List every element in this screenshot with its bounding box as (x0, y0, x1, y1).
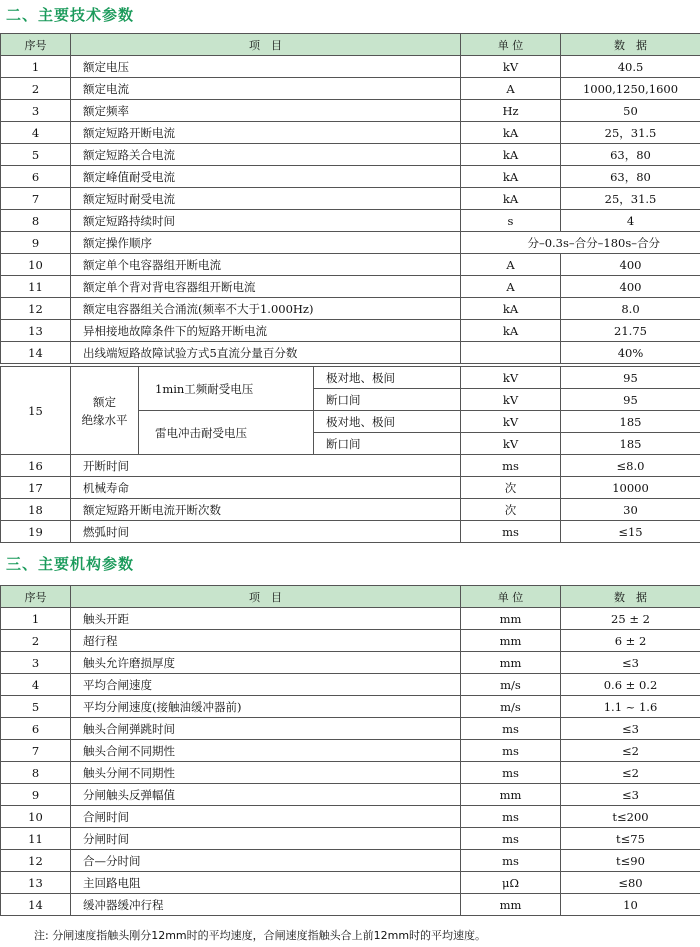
row-value: 63，80 (561, 166, 700, 188)
row-item: 触头合闸弹跳时间 (71, 718, 461, 740)
row-value: ≤3 (561, 784, 700, 806)
row-unit: kV (461, 56, 561, 78)
row-value: ≤80 (561, 872, 700, 894)
row-no: 7 (1, 188, 71, 210)
row-value: 95 (561, 367, 700, 389)
row-unit: kA (461, 298, 561, 320)
row-value: 63，80 (561, 144, 700, 166)
table-row (1, 894, 700, 916)
row-value: ≤2 (561, 762, 700, 784)
row-value: 0.6 ± 0.2 (561, 674, 700, 696)
row-unit: kV (461, 389, 561, 411)
row-unit: μΩ (461, 872, 561, 894)
table-row (1, 674, 700, 696)
row-unit: ms (461, 762, 561, 784)
row-unit: m/s (461, 674, 561, 696)
row-no: 4 (1, 122, 71, 144)
row-unit: ms (461, 828, 561, 850)
row-item: 额定短路关合电流 (71, 144, 461, 166)
row-item: 触头合闸不同期性 (71, 740, 461, 762)
row-value: 6 ± 2 (561, 630, 700, 652)
tech-params-table-tail (0, 454, 700, 543)
row-item: 缓冲器缓冲行程 (71, 894, 461, 916)
row-unit: kA (461, 144, 561, 166)
row-no: 18 (1, 499, 71, 521)
row-value: t≤200 (561, 806, 700, 828)
section2-title: 三、主要机构参数 (6, 555, 135, 573)
row-item: 额定电压 (71, 56, 461, 78)
row-item: 主回路电阻 (71, 872, 461, 894)
row-item: 出线端短路故障试验方式5直流分量百分数 (71, 342, 461, 364)
row-no: 2 (1, 78, 71, 100)
table-row (1, 718, 700, 740)
header-item: 项 目 (71, 34, 461, 56)
table-row (1, 477, 700, 499)
section1-title: 二、主要技术参数 (6, 6, 135, 24)
table-row (1, 367, 700, 389)
row-value: 30 (561, 499, 700, 521)
row-value: 95 (561, 389, 700, 411)
header-no: 序号 (1, 586, 71, 608)
insulation-point: 断口间 (314, 389, 461, 411)
row-item: 额定单个背对背电容器组开断电流 (71, 276, 461, 298)
row-no: 4 (1, 674, 71, 696)
row-value: 25，31.5 (561, 122, 700, 144)
table-row (1, 56, 700, 78)
table-row (1, 521, 700, 543)
table-row (1, 100, 700, 122)
row-item: 额定短时耐受电流 (71, 188, 461, 210)
table-row (1, 254, 700, 276)
table-row (1, 144, 700, 166)
row-unit: mm (461, 608, 561, 630)
row-no: 3 (1, 100, 71, 122)
row-item: 平均分闸速度(接触油缓冲器前) (71, 696, 461, 718)
row-unit: mm (461, 652, 561, 674)
lightning-label: 雷电冲击耐受电压 (139, 411, 314, 455)
table-row (1, 166, 700, 188)
row-item: 额定单个电容器组开断电流 (71, 254, 461, 276)
row-unit: mm (461, 894, 561, 916)
row-unit: mm (461, 630, 561, 652)
table-row (1, 608, 700, 630)
insulation-point: 极对地、极间 (314, 367, 461, 389)
row-value: t≤75 (561, 828, 700, 850)
table-row (1, 232, 700, 254)
row-item: 平均合闸速度 (71, 674, 461, 696)
tech-params-table (0, 33, 700, 364)
row-unit: kA (461, 122, 561, 144)
header-no: 序号 (1, 34, 71, 56)
row-unit: mm (461, 784, 561, 806)
row-value: 25 ± 2 (561, 608, 700, 630)
row-unit: ms (461, 740, 561, 762)
table-header-row (1, 586, 700, 608)
table-header-row (1, 34, 700, 56)
row-value: 185 (561, 411, 700, 433)
row-unit: A (461, 276, 561, 298)
row-no: 9 (1, 232, 71, 254)
row-item: 触头允许磨损厚度 (71, 652, 461, 674)
row-no: 5 (1, 696, 71, 718)
row-value: 185 (561, 433, 700, 455)
table-row (1, 850, 700, 872)
row-no: 5 (1, 144, 71, 166)
row-value: 8.0 (561, 298, 700, 320)
row-value: 分–0.3s–合分–180s–合分 (461, 232, 700, 254)
row-value: 25，31.5 (561, 188, 700, 210)
row-unit: m/s (461, 696, 561, 718)
row-value: ≤2 (561, 740, 700, 762)
row-unit: kA (461, 166, 561, 188)
row-unit: Hz (461, 100, 561, 122)
row-value: ≤3 (561, 652, 700, 674)
row-unit: ms (461, 850, 561, 872)
row-no: 14 (1, 894, 71, 916)
mechanism-params-table (0, 585, 700, 916)
row-no: 17 (1, 477, 71, 499)
table-row (1, 784, 700, 806)
table-row (1, 210, 700, 232)
row-value: 400 (561, 276, 700, 298)
row-unit: A (461, 254, 561, 276)
row-item: 燃弧时间 (71, 521, 461, 543)
row-item: 超行程 (71, 630, 461, 652)
row-item: 合闸时间 (71, 806, 461, 828)
header-value: 数 据 (561, 34, 700, 56)
row-unit: kA (461, 188, 561, 210)
row-value: 21.75 (561, 320, 700, 342)
row-unit: ms (461, 455, 561, 477)
row-value: ≤3 (561, 718, 700, 740)
header-unit: 单 位 (461, 34, 561, 56)
insulation-level-block (0, 366, 700, 455)
header-value: 数 据 (561, 586, 700, 608)
header-item: 项 目 (71, 586, 461, 608)
row-value: 1000,1250,1600 (561, 78, 700, 100)
row-no: 13 (1, 320, 71, 342)
row-unit: s (461, 210, 561, 232)
row-no: 1 (1, 56, 71, 78)
row-unit: ms (461, 521, 561, 543)
table-row (1, 499, 700, 521)
row-unit: kV (461, 411, 561, 433)
row-item: 机械寿命 (71, 477, 461, 499)
row-item: 额定短路持续时间 (71, 210, 461, 232)
row-unit: ms (461, 718, 561, 740)
table-row (1, 652, 700, 674)
table-row (1, 828, 700, 850)
row-unit: kV (461, 433, 561, 455)
row-no: 10 (1, 254, 71, 276)
row-item: 开断时间 (71, 455, 461, 477)
power-freq-label: 1min工频耐受电压 (139, 367, 314, 411)
row-item: 分闸触头反弹幅值 (71, 784, 461, 806)
row-no: 11 (1, 828, 71, 850)
table-row (1, 122, 700, 144)
table-row (1, 762, 700, 784)
row-value: 50 (561, 100, 700, 122)
insulation-group-label: 额定 绝缘水平 (71, 367, 139, 455)
row-unit: A (461, 78, 561, 100)
table-row (1, 276, 700, 298)
header-unit: 单 位 (461, 586, 561, 608)
table-row (1, 320, 700, 342)
row-unit: ms (461, 806, 561, 828)
row-no: 10 (1, 806, 71, 828)
row-no: 13 (1, 872, 71, 894)
row-no: 9 (1, 784, 71, 806)
row-unit-empty (461, 342, 561, 364)
table-row (1, 740, 700, 762)
row-item: 额定短路开断电流 (71, 122, 461, 144)
row-item: 额定峰值耐受电流 (71, 166, 461, 188)
table-row (1, 342, 700, 364)
table-row (1, 696, 700, 718)
table-row (1, 78, 700, 100)
table-row (1, 298, 700, 320)
row-value: 4 (561, 210, 700, 232)
row-no: 2 (1, 630, 71, 652)
row-item: 额定电容器组关合涌流(频率不大于1.000Hz) (71, 298, 461, 320)
insulation-point: 断口间 (314, 433, 461, 455)
row-item: 触头分闸不同期性 (71, 762, 461, 784)
row-no: 19 (1, 521, 71, 543)
row-item: 额定操作顺序 (71, 232, 461, 254)
row-value: ≤15 (561, 521, 700, 543)
row-unit: kV (461, 367, 561, 389)
row-no: 6 (1, 718, 71, 740)
row-item: 额定短路开断电流开断次数 (71, 499, 461, 521)
insulation-point: 极对地、极间 (314, 411, 461, 433)
row-item: 额定电流 (71, 78, 461, 100)
row-no: 8 (1, 762, 71, 784)
table-row (1, 806, 700, 828)
row-item: 触头开距 (71, 608, 461, 630)
table-row (1, 188, 700, 210)
row-no: 15 (1, 367, 71, 455)
row-value: 40% (561, 342, 700, 364)
row-value: 400 (561, 254, 700, 276)
row-no: 12 (1, 850, 71, 872)
row-value: 40.5 (561, 56, 700, 78)
table-row (1, 872, 700, 894)
row-no: 8 (1, 210, 71, 232)
row-no: 14 (1, 342, 71, 364)
row-no: 16 (1, 455, 71, 477)
row-unit: kA (461, 320, 561, 342)
row-item: 合—分时间 (71, 850, 461, 872)
row-no: 1 (1, 608, 71, 630)
row-value: ≤8.0 (561, 455, 700, 477)
row-value: t≤90 (561, 850, 700, 872)
row-item: 分闸时间 (71, 828, 461, 850)
row-item: 异相接地故障条件下的短路开断电流 (71, 320, 461, 342)
row-no: 7 (1, 740, 71, 762)
row-item: 额定频率 (71, 100, 461, 122)
row-unit: 次 (461, 499, 561, 521)
row-no: 3 (1, 652, 71, 674)
row-value: 10 (561, 894, 700, 916)
row-no: 6 (1, 166, 71, 188)
row-no: 11 (1, 276, 71, 298)
row-value: 1.1 ~ 1.6 (561, 696, 700, 718)
table-row (1, 455, 700, 477)
footnote: 注: 分闸速度指触头刚分12mm时的平均速度，合闸速度指触头合上前12mm时的平均速度。 (34, 929, 487, 942)
row-no: 12 (1, 298, 71, 320)
row-value: 10000 (561, 477, 700, 499)
row-unit: 次 (461, 477, 561, 499)
table-row (1, 630, 700, 652)
